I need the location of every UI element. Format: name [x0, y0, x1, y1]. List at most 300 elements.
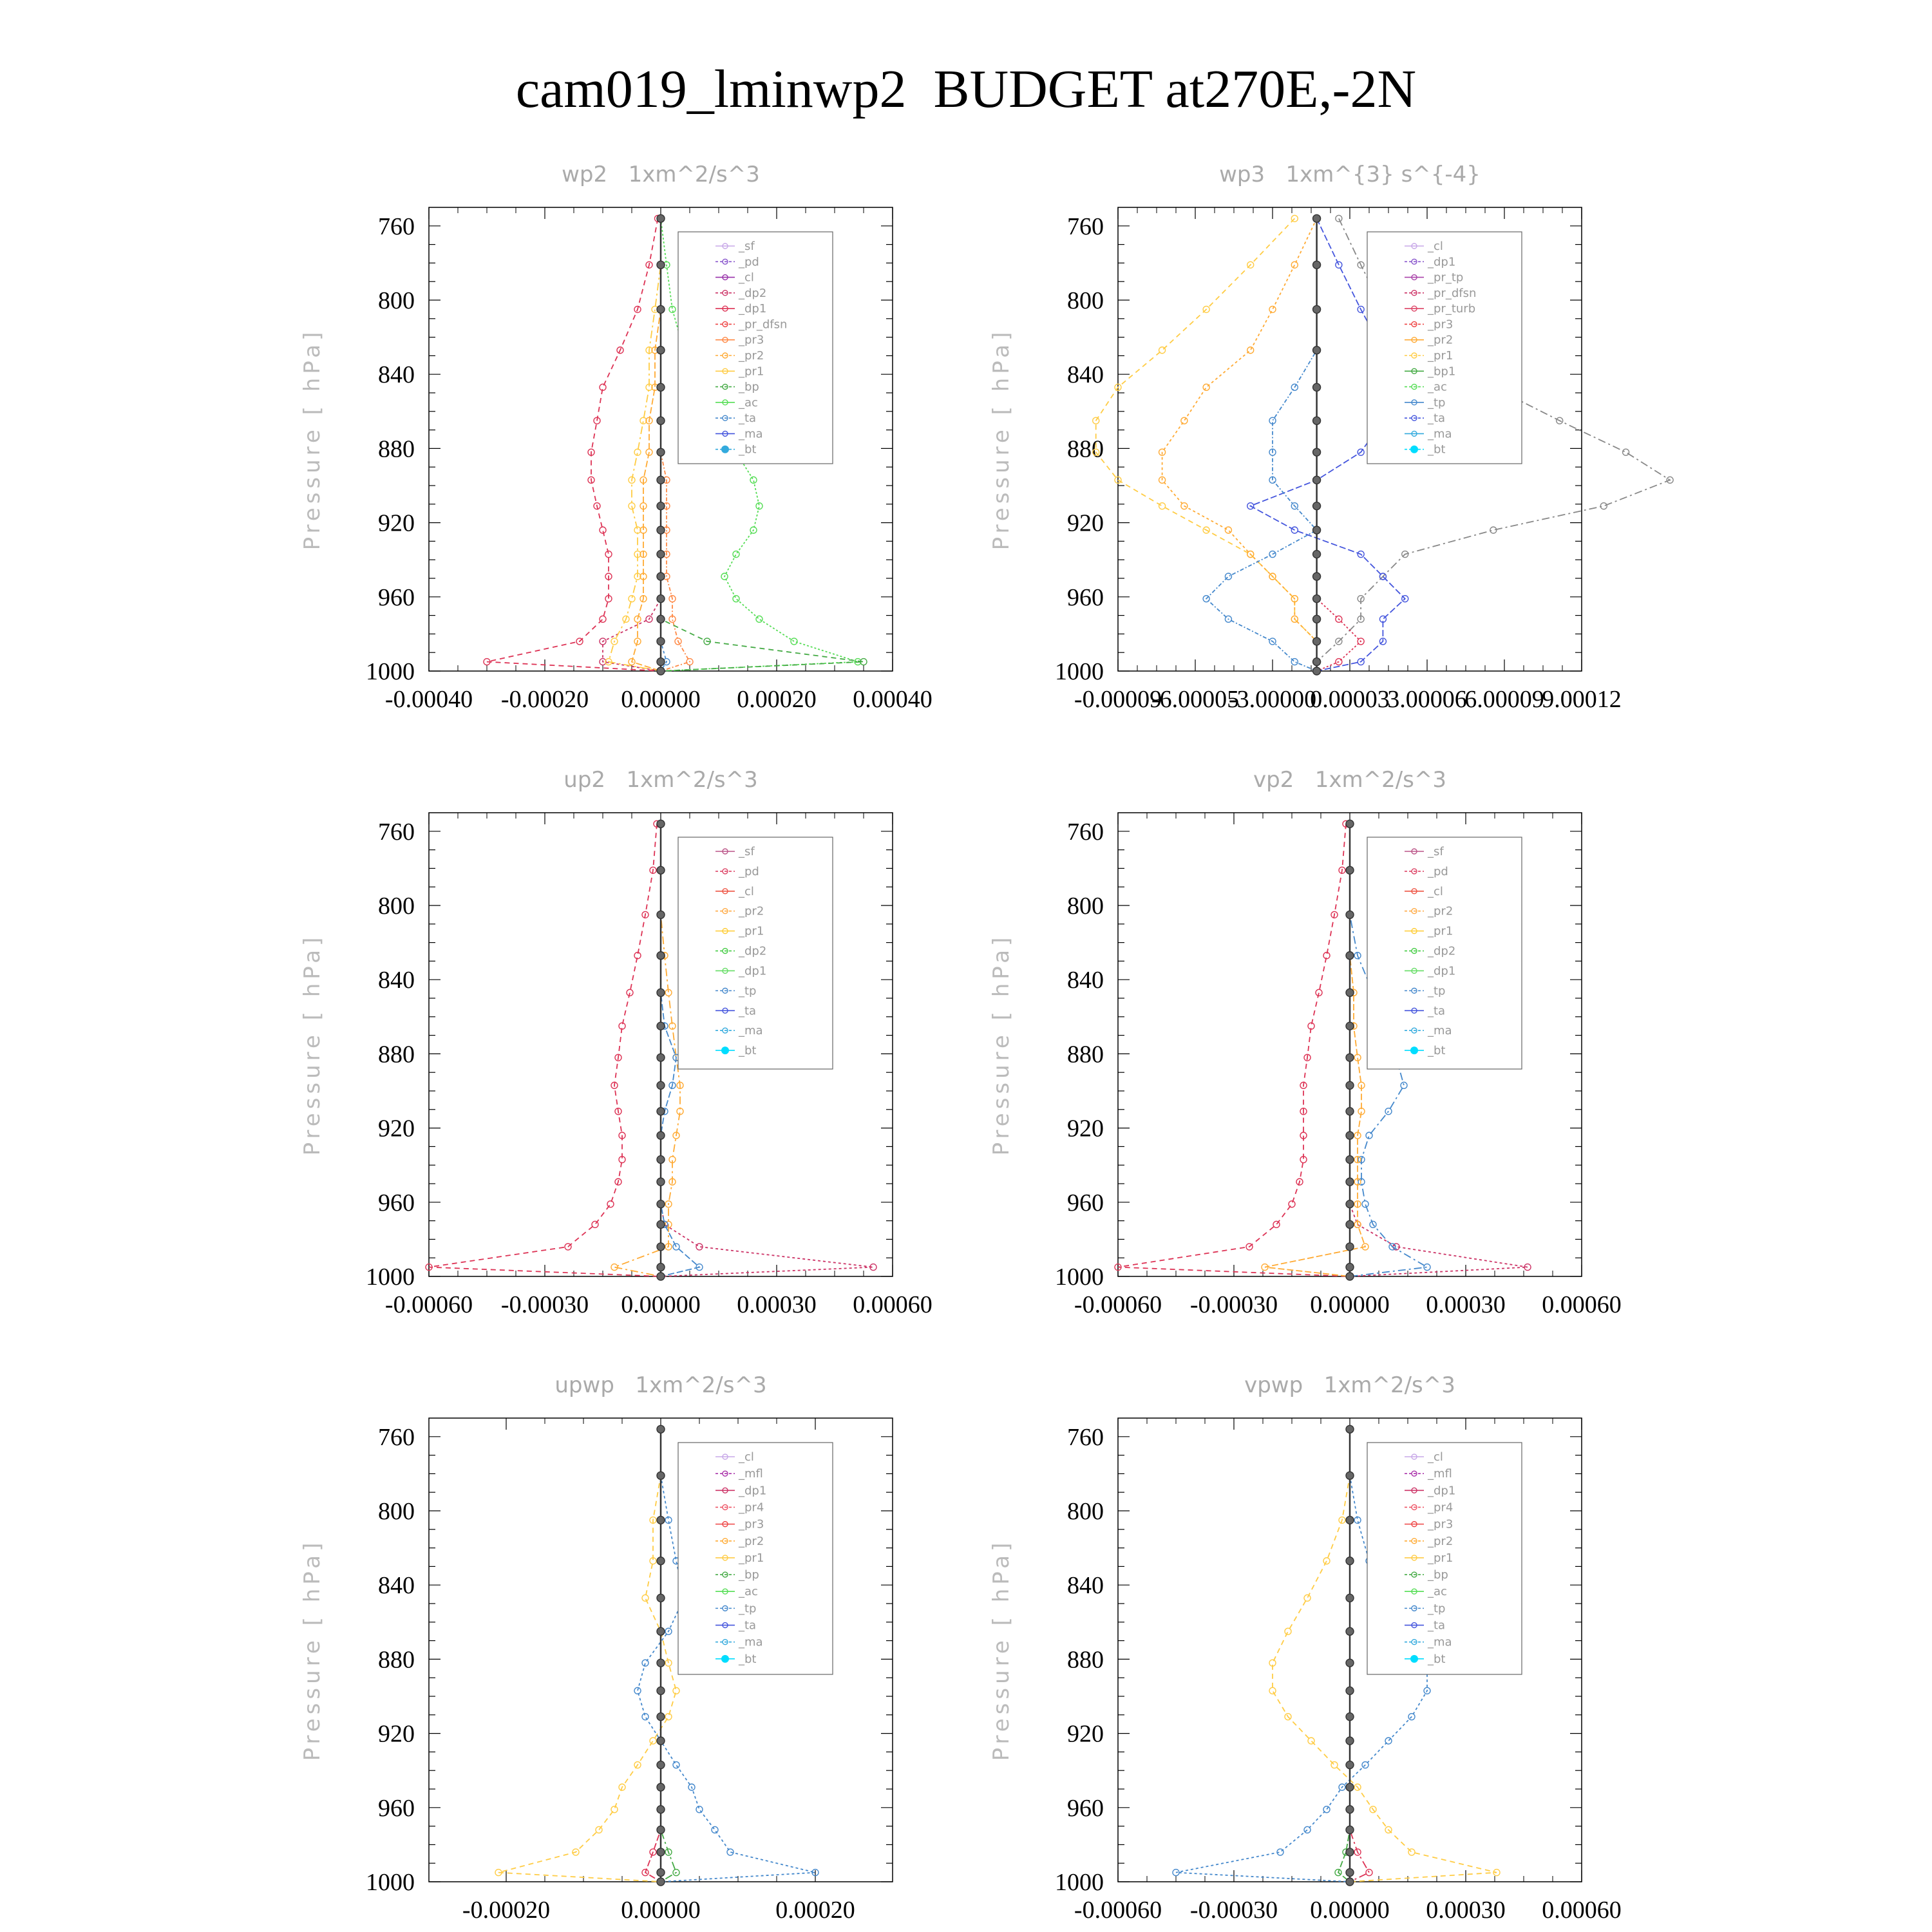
legend-label: _tp	[739, 984, 757, 998]
data-point-pr1	[611, 1806, 618, 1813]
data-point-bt	[657, 417, 665, 424]
data-point-bt	[657, 1472, 665, 1479]
y-tick-label: 920	[1067, 1720, 1104, 1748]
data-point-bt	[1346, 1687, 1354, 1694]
legend-label: _tp	[1428, 984, 1446, 998]
legend-label: _pd	[1428, 864, 1448, 878]
data-point-bt	[1346, 1516, 1354, 1524]
panel-3	[989, 767, 1622, 1318]
data-point-bt	[657, 658, 665, 666]
data-point-bt	[1346, 1132, 1354, 1139]
legend-label: _pr2	[739, 904, 764, 918]
data-point-bt	[1346, 1869, 1354, 1877]
legend-label: _sf	[739, 845, 755, 858]
y-tick-label: 880	[1067, 1646, 1104, 1674]
legend-label: _cl	[739, 1450, 754, 1464]
x-tick-label: 0.00000	[621, 686, 701, 713]
data-point-bt	[1313, 261, 1321, 269]
data-point-dp1	[592, 1221, 598, 1227]
data-point-pr1	[665, 1714, 672, 1720]
data-point-bt	[1346, 1848, 1354, 1856]
y-tick-label: 760	[378, 213, 415, 240]
data-point-bt	[1346, 1737, 1354, 1745]
legend-label: _tp	[1428, 1602, 1446, 1616]
data-point-dp1	[1273, 1221, 1280, 1227]
data-point-bt	[1313, 595, 1321, 603]
series-line-dp2	[603, 218, 661, 671]
data-point-bt	[1346, 1557, 1354, 1565]
data-point-bt	[1313, 502, 1321, 510]
data-point-bp1	[1336, 215, 1342, 222]
data-point-bt	[657, 383, 665, 391]
y-tick-label: 1000	[1055, 1869, 1104, 1896]
data-point-bt	[1346, 1022, 1354, 1030]
data-point-tp	[1291, 659, 1298, 665]
data-point-bt	[657, 1869, 665, 1877]
data-point-bt	[1313, 658, 1321, 666]
legend-label: _pr2	[1428, 1534, 1454, 1548]
series-line-tp	[661, 218, 667, 671]
series-line-dp1	[645, 1429, 661, 1882]
legend-label: _bt	[1428, 442, 1446, 457]
legend-label: _bt	[1428, 1652, 1446, 1666]
x-tick-label: -0.00060	[1074, 1897, 1162, 1924]
y-tick-label: 840	[378, 967, 415, 994]
data-point-ac	[791, 638, 797, 645]
data-point-pr1	[1304, 1595, 1311, 1601]
data-point-bt	[1346, 1220, 1354, 1228]
data-point-bt	[1313, 305, 1321, 313]
x-tick-label: -0.00030	[500, 1291, 589, 1318]
legend-marker	[721, 1655, 729, 1663]
series-line-tp	[1206, 218, 1317, 671]
legend-label: _pr1	[1428, 349, 1454, 363]
data-point-bt	[657, 1425, 665, 1433]
data-point-bt	[657, 1761, 665, 1769]
legend-label: _dp2	[739, 286, 767, 300]
y-tick-label: 960	[1067, 1189, 1104, 1217]
legend-label: _dp1	[1428, 255, 1456, 269]
data-point-pr1	[642, 1595, 649, 1601]
data-point-tp	[1225, 573, 1231, 580]
legend-label: _dp1	[739, 964, 767, 978]
series-line-dp1	[1350, 1429, 1369, 1882]
data-point-bt	[657, 1054, 665, 1061]
data-point-bt	[1346, 1472, 1354, 1479]
data-point-tp	[1362, 1201, 1368, 1208]
y-tick-label: 880	[1067, 1041, 1104, 1068]
legend-label: _tp	[739, 1602, 757, 1616]
data-point-bt	[657, 573, 665, 580]
legend-label: _sf	[1428, 845, 1444, 858]
x-tick-label: 3.00006	[1387, 686, 1467, 713]
data-point-pr1	[1159, 347, 1166, 354]
legend-label: _cl	[739, 884, 754, 898]
data-point-bt	[657, 476, 665, 484]
legend-label: _bp1	[1428, 365, 1456, 379]
data-point-bt	[657, 1783, 665, 1791]
series-line-dp1	[487, 218, 661, 671]
data-point-bt	[657, 1627, 665, 1635]
y-axis-label: Pressure [ hPa]	[299, 933, 325, 1156]
data-point-bt	[1313, 417, 1321, 424]
y-tick-label: 880	[1067, 435, 1104, 463]
y-tick-label: 760	[1067, 213, 1104, 240]
data-point-pr2	[1247, 347, 1254, 354]
y-tick-label: 840	[1067, 361, 1104, 389]
x-tick-label: 0.00030	[1426, 1291, 1506, 1318]
data-point-bt	[657, 911, 665, 918]
legend-label: _pr_tp	[1428, 270, 1464, 285]
legend-label: _ta	[739, 412, 757, 426]
x-tick-label: 0.00000	[621, 1291, 701, 1318]
legend-label: _mfl	[1428, 1467, 1452, 1481]
x-tick-label: -0.00060	[384, 1291, 473, 1318]
series-line-pr2	[1162, 218, 1317, 671]
data-point-bt	[1313, 551, 1321, 558]
legend-label: _dp2	[1428, 944, 1456, 958]
data-point-pr1	[1331, 1762, 1338, 1768]
x-tick-label: 9.00012	[1542, 686, 1622, 713]
panel-title: wp2 1xm^2/s^3	[562, 162, 760, 187]
legend-label: _pr2	[1428, 333, 1454, 347]
data-point-bt	[1313, 573, 1321, 580]
legend-label: _ac	[1428, 380, 1447, 394]
x-tick-label: 0.00040	[853, 686, 933, 713]
data-point-bt	[1346, 1713, 1354, 1721]
legend-label: _bt	[1428, 1044, 1446, 1058]
panel-title: wp3 1xm^{3} s^{-4}	[1219, 162, 1481, 187]
y-axis-label: Pressure [ hPa]	[989, 933, 1014, 1156]
data-point-bt	[1346, 989, 1354, 996]
data-point-bt	[657, 502, 665, 510]
legend-label: _pr_turb	[1428, 302, 1476, 316]
legend-label: _pd	[739, 255, 759, 269]
data-point-bt	[657, 595, 665, 603]
legend-label: _dp1	[1428, 964, 1456, 978]
y-axis-label: Pressure [ hPa]	[299, 1539, 325, 1761]
data-point-bt	[657, 526, 665, 534]
data-point-bt	[1346, 1178, 1354, 1186]
y-tick-label: 800	[1067, 893, 1104, 920]
data-point-pr1	[1323, 1558, 1330, 1564]
data-point-bt	[1346, 1264, 1354, 1271]
legend-label: _ta	[1428, 1004, 1446, 1018]
data-point-bt	[1346, 1273, 1354, 1280]
data-point-bt	[1313, 615, 1321, 623]
data-point-tp	[642, 1660, 649, 1666]
data-point-ac	[733, 596, 739, 602]
data-point-bt	[1346, 1806, 1354, 1814]
y-tick-label: 1000	[1055, 658, 1104, 685]
data-point-bt	[657, 667, 665, 675]
data-point-bt	[657, 1243, 665, 1251]
legend-label: _sf	[739, 240, 755, 253]
legend-label: _ta	[1428, 1618, 1446, 1633]
y-tick-label: 1000	[1055, 1264, 1104, 1291]
x-tick-label: 0.00000	[1310, 1897, 1390, 1924]
legend-label: _pr1	[1428, 924, 1454, 938]
data-point-bt	[1313, 526, 1321, 534]
y-axis-label: Pressure [ hPa]	[989, 1539, 1014, 1761]
data-point-bt	[1346, 1761, 1354, 1769]
y-tick-label: 840	[378, 1572, 415, 1600]
data-point-tp	[673, 1762, 679, 1768]
legend-label: _ma	[739, 427, 763, 441]
x-tick-label: 0.00030	[1426, 1897, 1506, 1924]
y-tick-label: 840	[1067, 1572, 1104, 1600]
data-point-bt	[657, 638, 665, 645]
legend-label: _ta	[1428, 412, 1446, 426]
y-tick-label: 920	[378, 1720, 415, 1748]
legend-label: _pr3	[739, 1517, 764, 1531]
y-tick-label: 800	[378, 1498, 415, 1525]
data-point-pr1	[1159, 503, 1166, 509]
x-tick-label: 0.00030	[737, 1291, 817, 1318]
data-point-bt	[657, 346, 665, 354]
legend-label: _pr1	[739, 1551, 764, 1565]
series-line-pr1	[609, 218, 661, 671]
legend-label: _pd	[739, 864, 759, 878]
legend-label: _ma	[1428, 1635, 1452, 1649]
legend-label: _cl	[1428, 240, 1443, 253]
data-point-bt	[1346, 1783, 1354, 1791]
data-point-tp	[696, 1806, 703, 1813]
y-tick-label: 800	[1067, 1498, 1104, 1525]
data-point-pr1	[1285, 1628, 1291, 1634]
legend-marker	[721, 1046, 729, 1054]
data-point-bt	[1346, 1826, 1354, 1833]
y-tick-label: 880	[378, 1646, 415, 1674]
data-point-pr1	[673, 1687, 679, 1694]
x-tick-label: -0.00020	[462, 1897, 551, 1924]
legend-label: _ac	[739, 395, 758, 410]
panel-title: vp2 1xm^2/s^3	[1253, 767, 1447, 793]
data-point-pr2	[1225, 527, 1231, 533]
data-point-bt	[1346, 1108, 1354, 1115]
x-tick-label: 0.00060	[1542, 1291, 1622, 1318]
data-point-pr2	[1291, 261, 1298, 268]
x-tick-label: -0.00030	[1189, 1291, 1278, 1318]
data-point-bt	[1313, 346, 1321, 354]
y-tick-label: 880	[378, 1041, 415, 1068]
y-tick-label: 960	[378, 1794, 415, 1822]
legend-label: _pr1	[739, 365, 764, 379]
data-point-dp1	[607, 1201, 614, 1208]
x-tick-label: 0.00000	[1310, 1291, 1390, 1318]
x-tick-label: 0.00000	[621, 1897, 701, 1924]
legend-label: _mfl	[739, 1467, 763, 1481]
y-tick-label: 840	[378, 361, 415, 389]
legend-label: _ma	[739, 1024, 763, 1038]
y-tick-label: 760	[1067, 1423, 1104, 1451]
legend-label: _bt	[739, 442, 757, 457]
x-tick-label: -0.00030	[1189, 1897, 1278, 1924]
series-line-dp1	[429, 824, 661, 1276]
y-tick-label: 840	[1067, 967, 1104, 994]
data-point-bt	[657, 866, 665, 874]
data-point-bp1	[1623, 449, 1629, 455]
y-tick-label: 920	[378, 1115, 415, 1142]
data-point-bt	[657, 1737, 665, 1745]
data-point-pr1	[596, 1826, 602, 1833]
data-point-bt	[657, 1220, 665, 1228]
data-point-bt	[1313, 476, 1321, 484]
data-point-bt	[657, 214, 665, 222]
y-tick-label: 800	[378, 287, 415, 314]
legend-label: _bp	[1428, 1568, 1448, 1582]
x-tick-label: -3.00000	[1228, 686, 1317, 713]
data-point-bt	[1346, 952, 1354, 960]
y-tick-label: 1000	[366, 658, 415, 685]
data-point-bt	[657, 1273, 665, 1280]
legend-marker	[1410, 1655, 1418, 1663]
legend-label: _bt	[739, 1044, 757, 1058]
y-axis-label: Pressure [ hPa]	[989, 328, 1014, 551]
data-point-pr1	[650, 1738, 656, 1744]
x-tick-label: 6.00009	[1464, 686, 1544, 713]
legend-label: _ta	[739, 1618, 757, 1633]
data-point-bt	[1346, 1156, 1354, 1164]
legend-label: _dp1	[739, 1484, 767, 1498]
legend-label: _ma	[739, 1635, 763, 1649]
y-tick-label: 920	[378, 509, 415, 537]
x-tick-label: -0.00009	[1074, 686, 1162, 713]
y-tick-label: 960	[378, 1189, 415, 1217]
data-point-bt	[1313, 667, 1321, 675]
data-point-ac	[733, 551, 739, 558]
legend-label: _pr3	[1428, 317, 1454, 332]
y-tick-label: 1000	[366, 1869, 415, 1896]
legend-label: _pr4	[739, 1501, 764, 1515]
data-point-bt	[657, 989, 665, 996]
data-point-bt	[1346, 1200, 1354, 1208]
legend-label: _cl	[1428, 884, 1443, 898]
legend-label: _dp1	[1428, 1484, 1456, 1498]
legend-label: _ma	[1428, 427, 1452, 441]
data-point-bt	[1313, 214, 1321, 222]
data-point-bt	[1346, 1659, 1354, 1667]
data-point-bt	[1346, 1081, 1354, 1089]
data-point-pr2	[1269, 306, 1276, 312]
data-point-bt	[657, 1081, 665, 1089]
data-point-bt	[1346, 866, 1354, 874]
x-tick-label: 0.00060	[853, 1291, 933, 1318]
data-point-bt	[657, 1200, 665, 1208]
x-tick-label: -0.00020	[500, 686, 589, 713]
series-line-pr2	[614, 824, 680, 1276]
data-point-tp	[1401, 1082, 1407, 1088]
data-point-bt	[657, 1178, 665, 1186]
data-point-bt	[657, 952, 665, 960]
legend-marker	[1410, 446, 1418, 453]
data-point-bt	[657, 1848, 665, 1856]
legend-label: _ac	[739, 1585, 758, 1599]
data-point-tp	[1304, 1826, 1311, 1833]
legend-label: _bp	[739, 1568, 759, 1582]
legend-label: _bt	[739, 1652, 757, 1666]
data-point-bt	[657, 820, 665, 828]
panel-2	[299, 767, 933, 1318]
data-point-tp	[1385, 1738, 1392, 1744]
series-line-pr2	[632, 218, 661, 671]
data-point-pr1	[1308, 1738, 1314, 1744]
series-line-pr1	[1096, 218, 1317, 671]
y-tick-label: 960	[378, 583, 415, 611]
data-point-ac	[756, 616, 762, 622]
series-line-dp1	[1317, 218, 1361, 671]
data-point-tp	[634, 1687, 641, 1694]
y-tick-label: 960	[1067, 583, 1104, 611]
data-point-bt	[657, 1713, 665, 1721]
data-point-bt	[657, 305, 665, 313]
data-point-bt	[657, 1264, 665, 1271]
y-tick-label: 760	[378, 818, 415, 846]
panel-4	[299, 1372, 893, 1924]
y-tick-label: 880	[378, 435, 415, 463]
legend-label: _pr_dfsn	[739, 317, 788, 332]
y-tick-label: 1000	[366, 1264, 415, 1291]
x-tick-label: 0.00060	[1542, 1897, 1622, 1924]
x-tick-label: -0.00040	[384, 686, 473, 713]
data-point-tp	[712, 1826, 718, 1833]
data-point-bt	[1346, 1425, 1354, 1433]
data-point-pr1	[1408, 1849, 1415, 1855]
data-point-tp	[1366, 1132, 1372, 1139]
legend-label: _bp	[739, 380, 759, 394]
panel-1	[989, 162, 1673, 713]
x-tick-label: 0.00003	[1310, 686, 1390, 713]
data-point-pr2	[1203, 384, 1209, 390]
figure-title: cam019_lminwp2 BUDGET at270E,-2N	[515, 59, 1417, 119]
legend-marker	[721, 446, 729, 453]
data-point-bt	[657, 1878, 665, 1886]
data-point-bt	[1346, 1243, 1354, 1251]
data-point-bt	[1346, 1594, 1354, 1602]
panel-title: upwp 1xm^2/s^3	[554, 1372, 767, 1398]
data-point-bt	[1346, 911, 1354, 918]
data-point-bt	[657, 261, 665, 269]
data-point-bt	[657, 1594, 665, 1602]
data-point-bt	[657, 1516, 665, 1524]
data-point-bt	[1346, 820, 1354, 828]
series-line-dp1	[1118, 824, 1350, 1276]
legend-label: _pr3	[739, 333, 764, 347]
panel-title: up2 1xm^2/s^3	[564, 767, 758, 793]
legend-label: _dp2	[739, 944, 767, 958]
legend-label: _pr3	[1428, 1517, 1454, 1531]
series-line-bp	[661, 1429, 676, 1882]
data-point-bt	[657, 1022, 665, 1030]
legend-label: _dp1	[739, 302, 767, 316]
legend-label: _pr_dfsn	[1428, 286, 1477, 300]
x-tick-label: -0.00060	[1074, 1291, 1162, 1318]
x-tick-label: -6.00005	[1151, 686, 1240, 713]
legend-label: _pr1	[739, 924, 764, 938]
data-point-bt	[657, 551, 665, 558]
x-tick-label: 0.00020	[775, 1897, 855, 1924]
data-point-bt	[657, 1108, 665, 1115]
y-tick-label: 920	[1067, 1115, 1104, 1142]
data-point-bt	[657, 1826, 665, 1833]
legend-label: _cl	[739, 270, 754, 285]
y-tick-label: 760	[378, 1423, 415, 1451]
legend-label: _tp	[1428, 395, 1446, 410]
data-point-bt	[657, 1132, 665, 1139]
legend-marker	[1410, 1046, 1418, 1054]
data-point-bt	[1346, 1627, 1354, 1635]
legend-label: _pr2	[739, 1534, 764, 1548]
